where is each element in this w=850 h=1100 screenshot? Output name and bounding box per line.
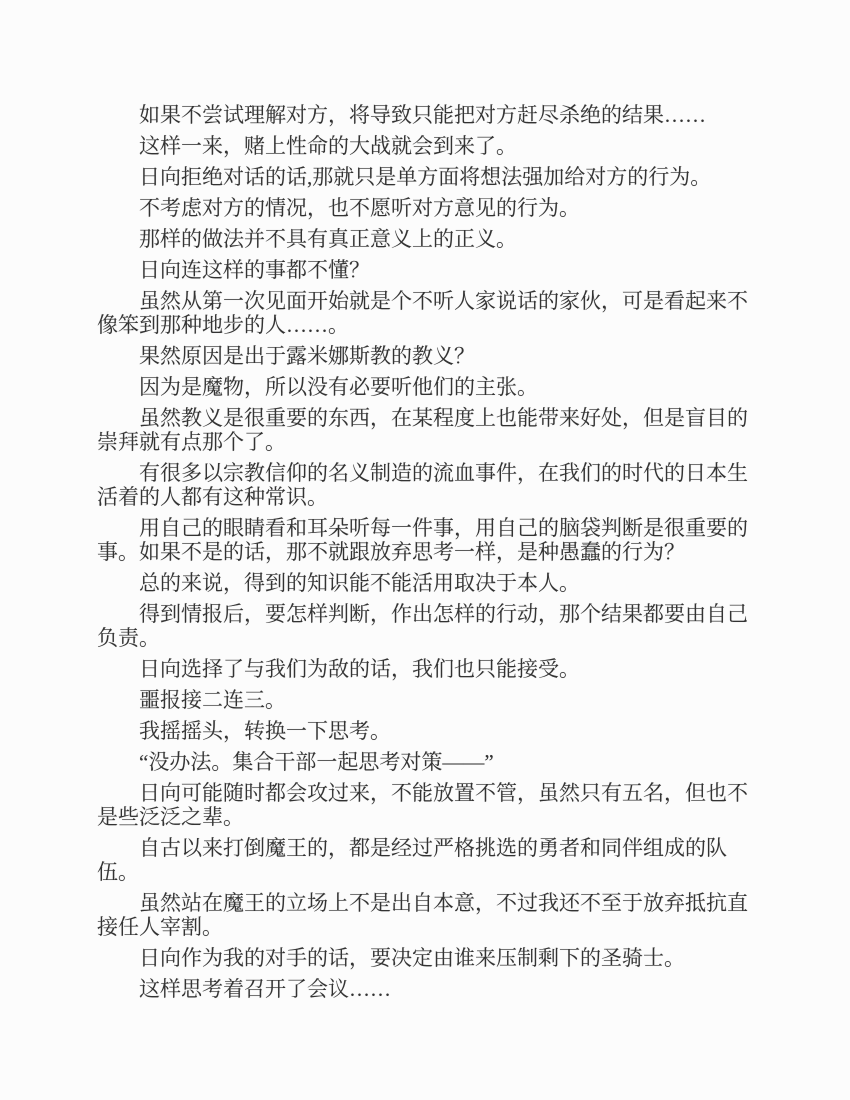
paragraph: 自古以来打倒魔王的，都是经过严格挑选的勇者和同伴组成的队伍。 xyxy=(97,836,727,884)
paragraph: 用自己的眼睛看和耳朵听每一件事，用自己的脑袋判断是很重要的事。如果不是的话，那不就跟放弃思考一样，是种愚蠢的行为？ xyxy=(97,516,748,564)
paragraph: 有很多以宗教信仰的名义制造的流血事件，在我们的时代的日本生活着的人都有这种常识。 xyxy=(97,461,748,509)
paragraph: 虽然站在魔王的立场上不是出自本意，不过我还不至于放弃抵抗直接任人宰割。 xyxy=(97,891,748,939)
paragraph: 如果不尝试理解对方，将导致只能把对方赶尽杀绝的结果…… xyxy=(139,103,706,127)
paragraph: 总的来说，得到的知识能不能活用取决于本人。 xyxy=(139,571,580,595)
chapter-body xyxy=(97,103,753,1008)
paragraph: 因为是魔物，所以没有必要听他们的主张。 xyxy=(139,375,538,399)
paragraph: 这样一来，赌上性命的大战就会到来了。 xyxy=(139,134,517,158)
paragraph: 日向作为我的对手的话，要决定由谁来压制剩下的圣骑士。 xyxy=(139,946,685,970)
paragraph: 日向连这样的事都不懂？ xyxy=(139,258,370,282)
paragraph: 虽然从第一次见面开始就是个不听人家说话的家伙，可是看起来不像笨到那种地步的人……。 xyxy=(97,289,748,337)
paragraph: 我摇摇头，转换一下思考。 xyxy=(139,719,391,743)
paragraph: “没办法。集合干部一起思考对策——” xyxy=(139,750,494,774)
paragraph: 那样的做法并不具有真正意义上的正义。 xyxy=(139,227,517,251)
paragraph: 这样思考着召开了会议…… xyxy=(139,977,391,1001)
paragraph: 不考虑对方的情况，也不愿听对方意见的行为。 xyxy=(139,196,580,220)
paragraph: 日向拒绝对话的话,那就只是单方面将想法强加给对方的行为。 xyxy=(139,165,712,189)
paragraph: 日向可能随时都会攻过来，不能放置不管，虽然只有五名，但也不是些泛泛之辈。 xyxy=(97,781,748,829)
paragraph: 虽然教义是很重要的东西，在某程度上也能带来好处，但是盲目的崇拜就有点那个了。 xyxy=(97,406,748,454)
paragraph: 得到情报后，要怎样判断，作出怎样的行动，那个结果都要由自己负责。 xyxy=(97,602,748,650)
paragraph: 噩报接二连三。 xyxy=(139,688,286,712)
paragraph: 果然原因是出于露米娜斯教的教义？ xyxy=(139,344,475,368)
paragraph: 日向选择了与我们为敌的话，我们也只能接受。 xyxy=(139,657,580,681)
